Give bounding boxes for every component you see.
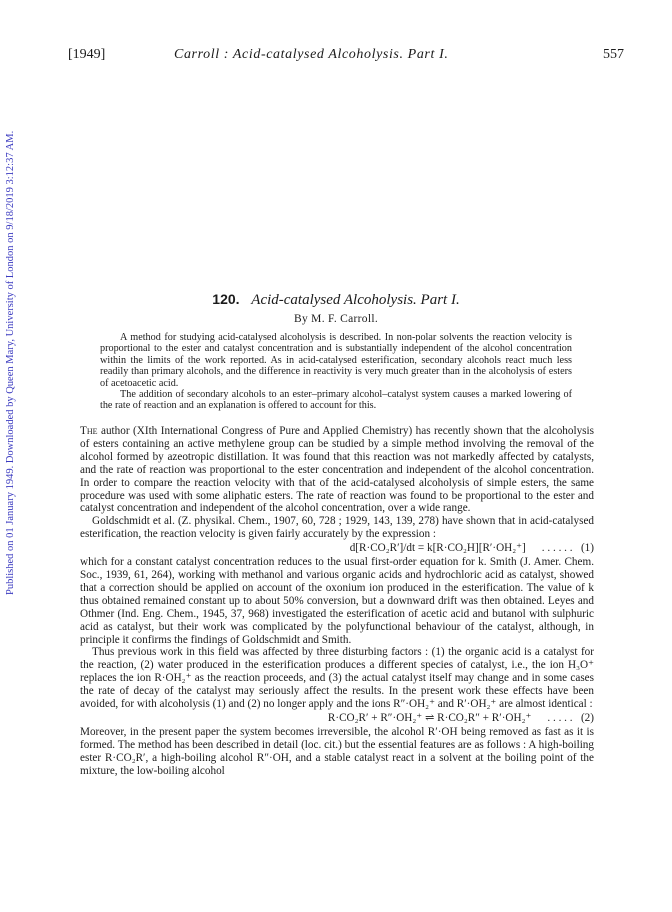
page-number: 557 bbox=[603, 47, 624, 62]
equation-1 bbox=[80, 542, 594, 555]
equation-leader: . . . . . . bbox=[541, 542, 573, 555]
abstract-paragraph: A method for studying acid-catalysed alcoholysis is described. In non-polar solvents the reaction velocity is proportional to the ester and catalyst concentration and is substantially independent of the alcohol concentration within the limits of the work reported. As in acid-catalysed esterification, secondary alcohols react much less readily than primary alcohols, and the difference in reactivity is very much greater than in the alcoholysis of esters of acetoacetic acid. bbox=[100, 332, 572, 389]
body-text bbox=[80, 425, 594, 777]
equation-expression: d[R·CO₂R′]/dt = k[R·CO₂H][R′·OH₂⁺] bbox=[349, 542, 526, 555]
drop-lead-word: The bbox=[80, 425, 98, 437]
journal-year: [1949] bbox=[68, 47, 106, 62]
equation-number: (2) bbox=[580, 711, 594, 724]
body-paragraph: Thus previous work in this field was affected by three disturbing factors : (1) the organic acid is a catalyst for the reaction, (2) water produced in the esterification produces a different species of catalyst, i.e., the ion H₃O⁺ replaces the ion R·OH₂⁺ as the reaction proceeds, and (3) the actual catalyst itself may change and in some cases the rate of decay of the catalyst may seriously affect the results. In the present work these effects have been avoided, for with alcoholysis (1) and (2) no longer apply and the ions R″·OH₂⁺ and R′·OH₂⁺ are almost identical : bbox=[80, 646, 594, 711]
running-head bbox=[68, 47, 624, 67]
sidebar-publication-note bbox=[4, 95, 18, 595]
equation-number: (1) bbox=[580, 542, 594, 555]
article-number: 120. bbox=[212, 291, 240, 307]
abstract bbox=[100, 332, 572, 412]
equation-leader: . . . . . bbox=[547, 711, 573, 724]
equation-2 bbox=[80, 712, 594, 725]
abstract-paragraph: The addition of secondary alcohols to an ester–primary alcohol–catalyst system causes a marked lowering of the rate of reaction and an explanation is offered to account for this. bbox=[100, 389, 572, 412]
publication-note-text: Published on 01 January 1949. Downloaded by Queen Mary, University of London on 9/18/2019 3:12:37 AM. bbox=[5, 130, 16, 595]
equation-expression: R·CO₂R′ + R″·OH₂⁺ ⇌ R·CO₂R″ + R′·OH₂⁺ bbox=[327, 711, 532, 724]
body-paragraph: which for a constant catalyst concentration reduces to the usual first-order equation for k. Smith (J. Amer. Chem. Soc., 1939, 61, 264), working with methanol and various organic acids and hydrochloric acid as catalyst, showed that a correction should be applied on account of the oxonium ion produced in the esterification. The value of k thus obtained remained constant up to about 50% conversion, but a downward drift was then obtained. Leyes and Othmer (Ind. Eng. Chem., 1945, 37, 968) investigated the esterification of acetic acid and butanol with sulphuric acid as catalyst, but their work was complicated by the polyfunctional behaviour of the catalyst, although, in principle it confirms the findings of Goldschmidt and Smith. bbox=[80, 556, 594, 646]
body-paragraph: Moreover, in the present paper the system becomes irreversible, the alcohol R′·OH being removed as fast as it is formed. The method has been described in detail (loc. cit.) but the essential features are as follows : A high-boiling ester R·CO₂R′, a high-boiling alcohol R″·OH, and a stable catalyst react in a solvent at the boiling point of the mixture, the low-boiling alcohol bbox=[80, 725, 594, 777]
byline: By M. F. Carroll. bbox=[293, 313, 379, 325]
body-paragraph: Goldschmidt et al. (Z. physikal. Chem., 1907, 60, 728 ; 1929, 143, 139, 278) have shown that in acid-catalysed esterification, the reaction velocity is given fairly accurately by the expression : bbox=[80, 515, 594, 541]
article-title bbox=[0, 291, 672, 309]
body-paragraph bbox=[80, 425, 594, 515]
article-title-text: Acid-catalysed Alcoholysis. Part I. bbox=[251, 292, 460, 308]
paragraph-text: author (XIth International Congress of Pure and Applied Chemistry) has recently shown that the alcoholysis of esters containing an active methylene group can be studied by a simple method involving the removal of the alcohol formed by azeotropic distillation. It was found that this reaction was not markedly affected by catalysts, and the rate of reaction was proportional to the ester concentration and independent of the alcohol concentration. In order to compare the reaction velocity with that of the acid-catalysed alcoholysis of simple esters, the same procedure was used with some aliphatic esters. The rate of reaction was found to be proportional to the ester and catalyst concentration and independent of the alcohol concentration, over a wide range. bbox=[80, 425, 594, 515]
running-title: Carroll : Acid-catalysed Alcoholysis. Part I. bbox=[174, 47, 449, 62]
